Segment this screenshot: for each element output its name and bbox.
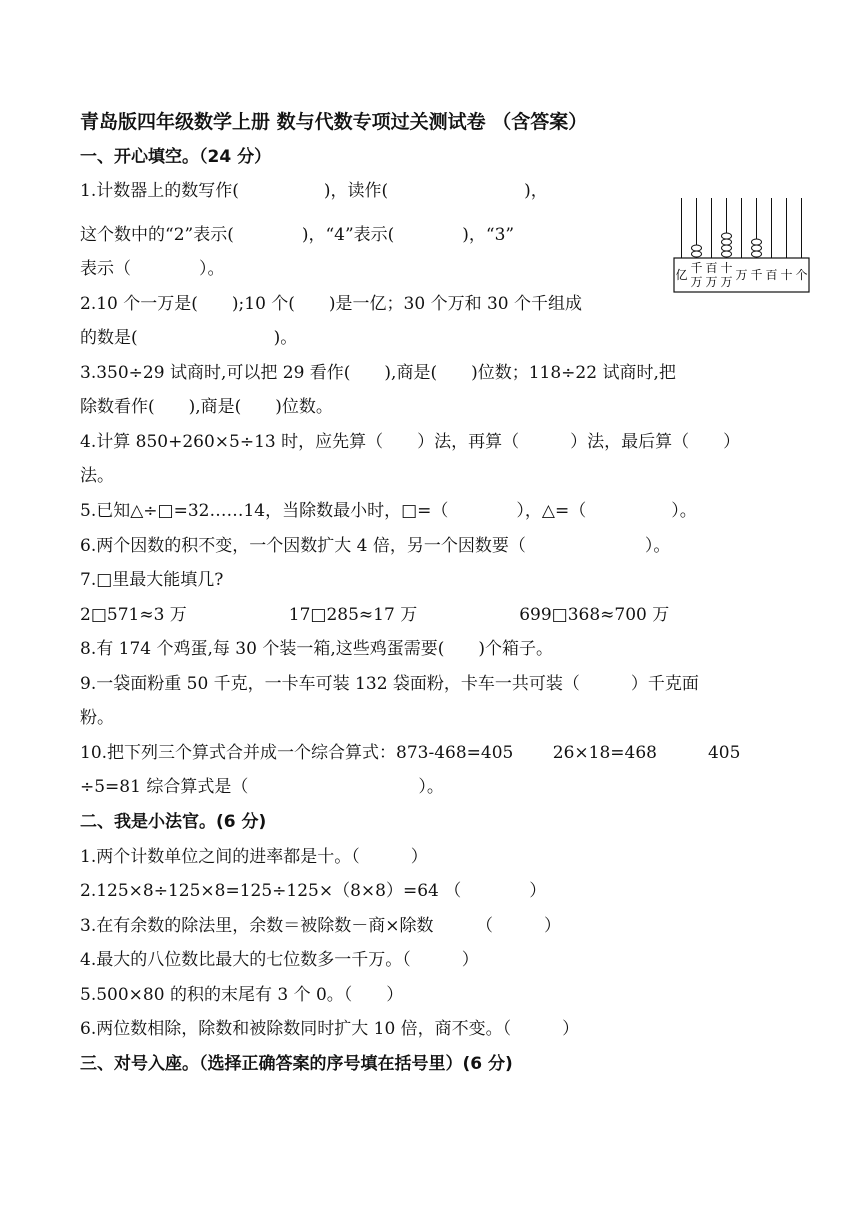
abacus-place-label: 十 [780, 268, 793, 282]
question-line: 3.在有余数的除法里，余数＝被除数－商×除数 （ ） [80, 916, 561, 936]
question-line: 3.350÷29 试商时,可以把 29 看作( ),商是( )位数；118÷22 试商时,把 [80, 363, 676, 383]
abacus-bead [752, 245, 762, 251]
question-line: 9.一袋面粉重 50 千克，一卡车可装 132 袋面粉，卡车一共可装（ ）千克面 [80, 674, 699, 694]
section-3-heading: 三、对号入座。（选择正确答案的序号填在括号里）(6 分) [80, 1054, 513, 1074]
question-line: 6.两个因数的积不变，一个因数扩大 4 倍，另一个因数要（ ）。 [80, 536, 671, 556]
abacus-bead [692, 245, 702, 251]
abacus-drawing [672, 196, 812, 296]
abacus-place-label: 十万 [720, 261, 733, 289]
abacus-bead [692, 251, 702, 257]
page-title: 青岛版四年级数学上册 数与代数专项过关测试卷 （含答案） [80, 111, 588, 133]
question-line: 2.10 个一万是( );10 个( )是一亿；30 个万和 30 个千组成 [80, 294, 583, 314]
abacus-bead [752, 251, 762, 257]
abacus-figure [672, 196, 812, 296]
abacus-place-label: 百万 [705, 261, 718, 289]
question-line: 8.有 174 个鸡蛋,每 30 个装一箱,这些鸡蛋需要( )个箱子。 [80, 639, 553, 659]
abacus-bead [722, 245, 732, 251]
question-line: 5.500×80 的积的末尾有 3 个 0。（ ） [80, 985, 404, 1005]
question-line: 5.已知△÷□=32……14，当除数最小时，□=（ ），△=（ ）。 [80, 501, 697, 521]
section-1-heading: 一、开心填空。（24 分） [80, 147, 272, 167]
question-line: 4.最大的八位数比最大的七位数多一千万。（ ） [80, 950, 479, 970]
question-line: 6.两位数相除，除数和被除数同时扩大 10 倍，商不变。（ ） [80, 1019, 580, 1039]
abacus-place-label: 百 [765, 268, 778, 282]
question-line: 7.□里最大能填几? [80, 570, 224, 590]
section-2-heading: 二、我是小法官。(6 分) [80, 812, 267, 832]
abacus-bead [722, 239, 732, 245]
question-line: 表示（ ）。 [80, 259, 225, 279]
abacus-place-label: 万 [735, 268, 748, 282]
question-line: 这个数中的“2”表示( )，“4”表示( )，“3” [80, 225, 515, 245]
question-line: 1.两个计数单位之间的进率都是十。（ ） [80, 847, 428, 867]
question-line: 法。 [80, 466, 114, 486]
abacus-bead [722, 233, 732, 239]
question-line: 除数看作( ),商是( )位数。 [80, 397, 333, 417]
question-line: 4.计算 850+260×5÷13 时，应先算（ ）法，再算（ ）法，最后算（ ） [80, 432, 741, 452]
question-line: 粉。 [80, 708, 114, 728]
question-line: 10.把下列三个算式合并成一个综合算式：873-468=405 26×18=468 405 [80, 743, 741, 763]
question-line: 的数是( )。 [80, 328, 298, 348]
question-line: 2.125×8÷125×8=125÷125×（8×8）=64 （ ） [80, 881, 547, 901]
abacus-bead [722, 251, 732, 257]
question-line: 2□571≈3 万 17□285≈17 万 699□368≈700 万 [80, 605, 670, 625]
abacus-place-label: 亿 [675, 268, 688, 282]
abacus-place-label: 个 [795, 268, 808, 282]
question-line: ÷5=81 综合算式是（ ）。 [80, 777, 444, 797]
abacus-bead [752, 239, 762, 245]
abacus-place-label: 千万 [690, 261, 703, 289]
abacus-place-label: 千 [750, 268, 763, 282]
question-line: 1.计数器上的数写作( )，读作( )， [80, 181, 548, 201]
